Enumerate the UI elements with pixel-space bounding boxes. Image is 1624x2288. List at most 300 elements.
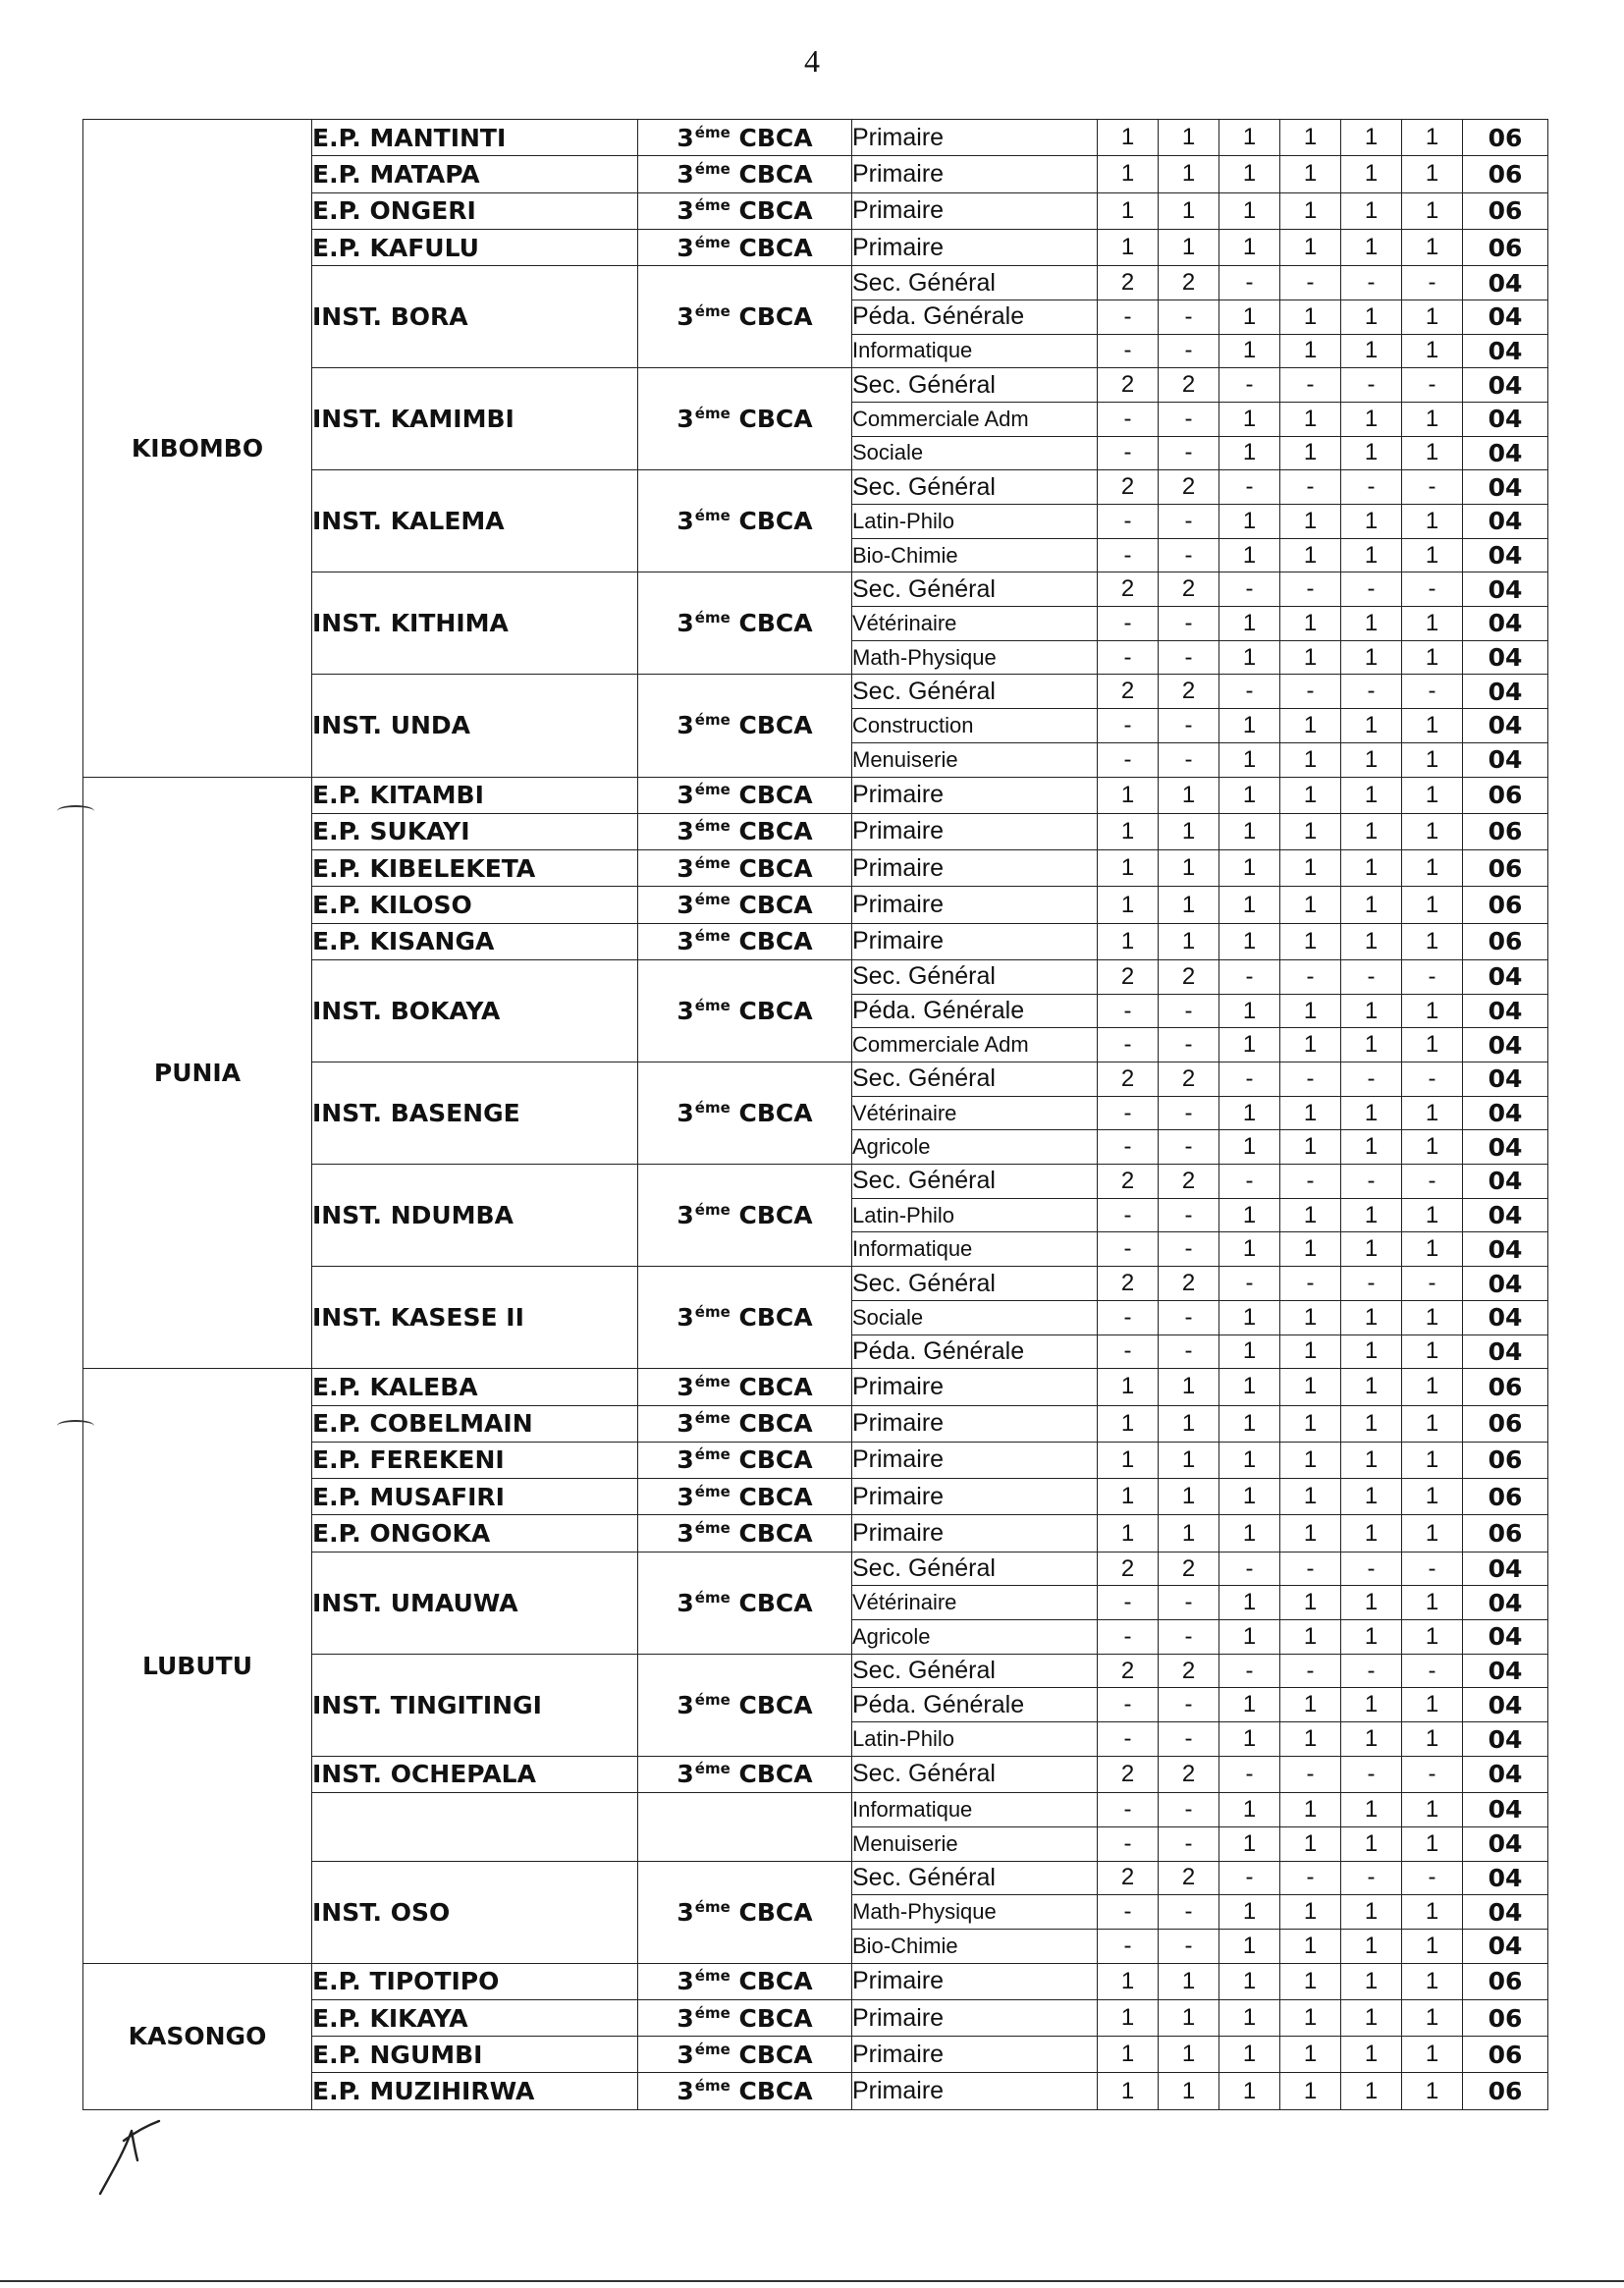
class-count: 1 (1219, 1688, 1280, 1722)
class-count: 1 (1402, 1586, 1463, 1620)
district-name: KASONGO (83, 1963, 312, 2109)
section-name: Sec. Général (852, 1861, 1098, 1895)
school-organisation (638, 572, 852, 675)
org-number: 3 (677, 1519, 694, 1549)
row-total: 04 (1463, 572, 1548, 607)
school-name: E.P. ONGERI (312, 192, 638, 229)
org-ordinal-suffix: éme (694, 1445, 731, 1464)
class-count: - (1402, 470, 1463, 505)
school-name: E.P. KIBELEKETA (312, 850, 638, 887)
roster-body (83, 120, 1548, 2110)
org-ordinal-suffix: éme (694, 507, 731, 525)
section-name: Menuiserie (852, 1826, 1098, 1861)
class-count: - (1098, 742, 1159, 777)
org-name: CBCA (738, 1760, 813, 1789)
class-count: - (1341, 1062, 1402, 1097)
class-count: 1 (1280, 1895, 1341, 1930)
row-total: 06 (1463, 850, 1548, 887)
class-count: 1 (1280, 1300, 1341, 1335)
org-number: 3 (677, 405, 694, 434)
row-total: 04 (1463, 1096, 1548, 1130)
class-count: 1 (1219, 850, 1280, 887)
class-count: 1 (1280, 156, 1341, 192)
class-count: - (1098, 1232, 1159, 1267)
row-total: 04 (1463, 1793, 1548, 1827)
class-count: 1 (1219, 1442, 1280, 1478)
class-count: 1 (1098, 2073, 1159, 2109)
class-count: 1 (1219, 1369, 1280, 1405)
org-ordinal-suffix: éme (694, 2077, 731, 2096)
row-total: 04 (1463, 959, 1548, 994)
class-count: 1 (1098, 887, 1159, 923)
class-count: - (1098, 505, 1159, 539)
class-count: 1 (1402, 2037, 1463, 2073)
school-organisation (638, 1793, 852, 1861)
class-count: 1 (1402, 1130, 1463, 1165)
org-ordinal-suffix: éme (694, 891, 731, 909)
class-count: 1 (1341, 1198, 1402, 1232)
class-count: 1 (1280, 1963, 1341, 1999)
table-row (83, 1963, 1548, 1999)
class-count: - (1219, 1165, 1280, 1199)
section-name: Math-Physique (852, 1895, 1098, 1930)
class-count: - (1098, 1198, 1159, 1232)
class-count: 1 (1159, 120, 1219, 156)
class-count: 1 (1159, 1405, 1219, 1442)
class-count: 1 (1402, 1479, 1463, 1515)
org-name: CBCA (738, 1690, 813, 1719)
org-ordinal-suffix: éme (694, 1303, 731, 1322)
class-count: - (1159, 1335, 1219, 1369)
org-ordinal-suffix: éme (694, 609, 731, 627)
class-count: - (1280, 470, 1341, 505)
class-count: 2 (1098, 1756, 1159, 1792)
school-name: E.P. KILOSO (312, 887, 638, 923)
class-count: 1 (1341, 1999, 1402, 2036)
class-count: - (1341, 1267, 1402, 1301)
row-total: 04 (1463, 1895, 1548, 1930)
class-count: - (1341, 368, 1402, 403)
class-count: 1 (1219, 1515, 1280, 1552)
class-count: 1 (1341, 505, 1402, 539)
class-count: 1 (1280, 2073, 1341, 2109)
row-total: 06 (1463, 923, 1548, 959)
class-count: - (1280, 1861, 1341, 1895)
class-count: - (1219, 1062, 1280, 1097)
org-ordinal-suffix: éme (694, 1690, 731, 1709)
org-number: 3 (677, 196, 694, 226)
class-count: - (1341, 675, 1402, 709)
class-count: 1 (1280, 120, 1341, 156)
class-count: 2 (1159, 675, 1219, 709)
class-count: 1 (1280, 1999, 1341, 2036)
org-name: CBCA (738, 1445, 813, 1475)
section-name: Péda. Générale (852, 1335, 1098, 1369)
section-name: Primaire (852, 777, 1098, 813)
row-total: 06 (1463, 2037, 1548, 2073)
org-name: CBCA (738, 2040, 813, 2069)
school-name: E.P. SUKAYI (312, 813, 638, 849)
class-count: 1 (1341, 1586, 1402, 1620)
section-name: Latin-Philo (852, 1722, 1098, 1757)
class-count: 1 (1280, 1929, 1341, 1963)
class-count: 1 (1402, 1198, 1463, 1232)
class-count: 1 (1341, 640, 1402, 675)
section-name: Sec. Général (852, 1654, 1098, 1688)
class-count: 2 (1159, 470, 1219, 505)
class-count: - (1402, 1756, 1463, 1792)
school-name: INST. OSO (312, 1861, 638, 1963)
class-count: 1 (1341, 777, 1402, 813)
row-total: 06 (1463, 1999, 1548, 2036)
school-name: INST. BORA (312, 266, 638, 368)
class-count: 1 (1341, 1895, 1402, 1930)
class-count: 1 (1280, 709, 1341, 743)
class-count: 2 (1159, 1861, 1219, 1895)
school-organisation (638, 1479, 852, 1515)
org-name: CBCA (738, 891, 813, 920)
class-count: - (1402, 1861, 1463, 1895)
school-organisation (638, 120, 852, 156)
section-name: Commerciale Adm (852, 402, 1098, 436)
class-count: 1 (1219, 607, 1280, 641)
school-name: INST. NDUMBA (312, 1165, 638, 1267)
class-count: 1 (1159, 1442, 1219, 1478)
org-number: 3 (677, 159, 694, 189)
class-count: - (1159, 1586, 1219, 1620)
class-count: - (1098, 607, 1159, 641)
class-count: 2 (1098, 959, 1159, 994)
class-count: - (1098, 1826, 1159, 1861)
class-count: 1 (1159, 1369, 1219, 1405)
class-count: 1 (1280, 1515, 1341, 1552)
class-count: 1 (1341, 607, 1402, 641)
org-name: CBCA (738, 609, 813, 638)
class-count: 2 (1098, 1165, 1159, 1199)
class-count: - (1280, 1552, 1341, 1586)
school-organisation (638, 1515, 852, 1552)
section-name: Primaire (852, 2073, 1098, 2109)
class-count: 1 (1341, 192, 1402, 229)
district-name: LUBUTU (83, 1369, 312, 1963)
class-count: - (1341, 959, 1402, 994)
class-count: 1 (1159, 192, 1219, 229)
class-count: 2 (1098, 1267, 1159, 1301)
section-name: Primaire (852, 2037, 1098, 2073)
class-count: 1 (1402, 1369, 1463, 1405)
school-name: INST. KASESE II (312, 1267, 638, 1369)
table-row (83, 120, 1548, 156)
class-count: - (1280, 1756, 1341, 1792)
class-count: 1 (1159, 2073, 1219, 2109)
org-ordinal-suffix: éme (694, 196, 731, 215)
class-count: - (1219, 959, 1280, 994)
class-count: 1 (1402, 1096, 1463, 1130)
org-name: CBCA (738, 711, 813, 740)
section-name: Primaire (852, 813, 1098, 849)
row-total: 04 (1463, 1062, 1548, 1097)
org-number: 3 (677, 1201, 694, 1230)
org-ordinal-suffix: éme (694, 2040, 731, 2058)
class-count: 1 (1219, 1620, 1280, 1655)
class-count: - (1341, 1654, 1402, 1688)
row-total: 06 (1463, 156, 1548, 192)
class-count: 1 (1219, 1198, 1280, 1232)
section-name: Commerciale Adm (852, 1028, 1098, 1062)
org-ordinal-suffix: éme (694, 927, 731, 946)
section-name: Primaire (852, 1479, 1098, 1515)
class-count: 1 (1402, 1826, 1463, 1861)
org-name: CBCA (738, 927, 813, 956)
org-ordinal-suffix: éme (694, 817, 731, 836)
class-count: - (1341, 1552, 1402, 1586)
class-count: 1 (1280, 2037, 1341, 2073)
class-count: - (1219, 675, 1280, 709)
class-count: 1 (1219, 813, 1280, 849)
handwritten-initials (94, 2119, 163, 2196)
class-count: - (1159, 402, 1219, 436)
class-count: 1 (1098, 120, 1159, 156)
page-number: 4 (804, 43, 820, 79)
class-count: 1 (1280, 1688, 1341, 1722)
class-count: 1 (1280, 640, 1341, 675)
school-organisation (638, 229, 852, 265)
school-organisation (638, 1963, 852, 1999)
school-organisation (638, 2073, 852, 2109)
row-total: 04 (1463, 1929, 1548, 1963)
row-total: 04 (1463, 538, 1548, 572)
org-ordinal-suffix: éme (694, 1588, 731, 1607)
class-count: 1 (1402, 1929, 1463, 1963)
section-name: Informatique (852, 1232, 1098, 1267)
class-count: 1 (1280, 1028, 1341, 1062)
class-count: 1 (1280, 1198, 1341, 1232)
school-name: INST. TINGITINGI (312, 1654, 638, 1756)
class-count: 1 (1098, 777, 1159, 813)
row-total: 04 (1463, 1232, 1548, 1267)
school-organisation (638, 1369, 852, 1405)
row-total: 04 (1463, 334, 1548, 368)
class-count: 2 (1159, 959, 1219, 994)
org-ordinal-suffix: éme (694, 1897, 731, 1916)
org-ordinal-suffix: éme (694, 853, 731, 872)
org-ordinal-suffix: éme (694, 1099, 731, 1117)
class-count: 1 (1219, 742, 1280, 777)
class-count: 1 (1098, 156, 1159, 192)
class-count: 1 (1280, 192, 1341, 229)
school-name: E.P. FEREKENI (312, 1442, 638, 1478)
class-count: - (1341, 1861, 1402, 1895)
class-count: 1 (1280, 402, 1341, 436)
class-count: - (1402, 1062, 1463, 1097)
class-count: 1 (1341, 1479, 1402, 1515)
row-total: 04 (1463, 1688, 1548, 1722)
class-count: 1 (1159, 229, 1219, 265)
class-count: - (1402, 1654, 1463, 1688)
class-count: 1 (1341, 1442, 1402, 1478)
class-count: 1 (1402, 709, 1463, 743)
class-count: - (1159, 1793, 1219, 1827)
row-total: 04 (1463, 1826, 1548, 1861)
org-number: 3 (677, 1372, 694, 1401)
class-count: 1 (1280, 1369, 1341, 1405)
class-count: - (1341, 470, 1402, 505)
class-count: - (1159, 1130, 1219, 1165)
org-name: CBCA (738, 405, 813, 434)
class-count: 1 (1402, 300, 1463, 334)
class-count: 1 (1280, 229, 1341, 265)
class-count: - (1159, 1300, 1219, 1335)
row-total: 04 (1463, 1586, 1548, 1620)
section-name: Primaire (852, 192, 1098, 229)
school-organisation (638, 266, 852, 368)
section-name: Sec. Général (852, 675, 1098, 709)
class-count: - (1098, 1130, 1159, 1165)
section-name: Sec. Général (852, 959, 1098, 994)
class-count: - (1098, 1300, 1159, 1335)
class-count: 1 (1219, 1232, 1280, 1267)
class-count: 1 (1098, 2037, 1159, 2073)
class-count: 1 (1402, 813, 1463, 849)
class-count: - (1098, 300, 1159, 334)
section-name: Agricole (852, 1130, 1098, 1165)
class-count: 1 (1098, 1999, 1159, 2036)
org-name: CBCA (738, 1519, 813, 1549)
class-count: - (1159, 1096, 1219, 1130)
class-count: 1 (1219, 1929, 1280, 1963)
section-name: Péda. Générale (852, 300, 1098, 334)
school-organisation (638, 1654, 852, 1756)
class-count: 1 (1098, 192, 1159, 229)
class-count: 1 (1341, 1620, 1402, 1655)
class-count: 1 (1280, 1130, 1341, 1165)
class-count: 1 (1219, 640, 1280, 675)
school-organisation (638, 2037, 852, 2073)
class-count: - (1159, 538, 1219, 572)
section-name: Primaire (852, 1999, 1098, 2036)
class-count: 1 (1159, 1479, 1219, 1515)
class-count: 2 (1159, 1756, 1219, 1792)
row-total: 04 (1463, 1267, 1548, 1301)
org-ordinal-suffix: éme (694, 1519, 731, 1538)
school-organisation (638, 156, 852, 192)
class-count: 1 (1341, 2073, 1402, 2109)
class-count: - (1159, 1929, 1219, 1963)
org-name: CBCA (738, 1303, 813, 1333)
org-name: CBCA (738, 1099, 813, 1128)
section-name: Latin-Philo (852, 505, 1098, 539)
class-count: 1 (1219, 1722, 1280, 1757)
section-name: Sec. Général (852, 470, 1098, 505)
class-count: 1 (1280, 300, 1341, 334)
row-total: 04 (1463, 436, 1548, 470)
class-count: 1 (1402, 192, 1463, 229)
school-organisation (638, 470, 852, 572)
class-count: 1 (1219, 777, 1280, 813)
class-count: 1 (1219, 2037, 1280, 2073)
class-count: 1 (1280, 994, 1341, 1028)
class-count: 1 (1402, 607, 1463, 641)
class-count: 1 (1219, 1028, 1280, 1062)
class-count: 1 (1341, 1963, 1402, 1999)
class-count: - (1219, 1756, 1280, 1792)
class-count: 1 (1159, 1963, 1219, 1999)
school-name: E.P. COBELMAIN (312, 1405, 638, 1442)
class-count: 1 (1341, 709, 1402, 743)
org-ordinal-suffix: éme (694, 997, 731, 1015)
class-count: - (1098, 1688, 1159, 1722)
row-total: 06 (1463, 1442, 1548, 1478)
section-name: Primaire (852, 1963, 1098, 1999)
class-count: 1 (1341, 923, 1402, 959)
class-count: 1 (1402, 887, 1463, 923)
school-organisation (638, 850, 852, 887)
class-count: 1 (1341, 994, 1402, 1028)
class-count: - (1341, 1165, 1402, 1199)
class-count: 1 (1280, 742, 1341, 777)
class-count: 1 (1159, 813, 1219, 849)
class-count: 1 (1219, 709, 1280, 743)
row-total: 04 (1463, 1756, 1548, 1792)
row-total: 06 (1463, 229, 1548, 265)
row-total: 04 (1463, 742, 1548, 777)
org-number: 3 (677, 781, 694, 810)
class-count: 1 (1402, 1232, 1463, 1267)
class-count: 1 (1402, 402, 1463, 436)
class-count: 1 (1341, 1028, 1402, 1062)
class-count: 1 (1098, 850, 1159, 887)
class-count: - (1159, 709, 1219, 743)
class-count: - (1402, 1552, 1463, 1586)
class-count: 1 (1280, 923, 1341, 959)
class-count: 1 (1219, 1793, 1280, 1827)
class-count: 1 (1341, 1722, 1402, 1757)
class-count: - (1341, 266, 1402, 300)
section-name: Bio-Chimie (852, 538, 1098, 572)
row-total: 04 (1463, 1620, 1548, 1655)
class-count: - (1280, 1267, 1341, 1301)
class-count: - (1098, 1028, 1159, 1062)
class-count: 1 (1280, 334, 1341, 368)
class-count: 1 (1219, 923, 1280, 959)
row-total: 04 (1463, 300, 1548, 334)
org-number: 3 (677, 609, 694, 638)
class-count: - (1159, 640, 1219, 675)
class-count: 1 (1402, 1999, 1463, 2036)
section-name: Vétérinaire (852, 1586, 1098, 1620)
class-count: 1 (1402, 1688, 1463, 1722)
school-organisation (638, 1756, 852, 1792)
org-name: CBCA (738, 1482, 813, 1511)
school-name: E.P. KISANGA (312, 923, 638, 959)
class-count: 1 (1341, 300, 1402, 334)
class-count: 1 (1219, 156, 1280, 192)
class-count: - (1402, 959, 1463, 994)
class-count: 1 (1402, 334, 1463, 368)
class-count: - (1219, 1267, 1280, 1301)
school-name: INST. UMAUWA (312, 1552, 638, 1654)
org-ordinal-suffix: éme (694, 1201, 731, 1220)
class-count: 1 (1341, 229, 1402, 265)
district-name: PUNIA (83, 777, 312, 1369)
section-name: Sec. Général (852, 266, 1098, 300)
class-count: 1 (1341, 538, 1402, 572)
school-organisation (638, 1062, 852, 1165)
school-name: E.P. MATAPA (312, 156, 638, 192)
class-count: 1 (1341, 1405, 1402, 1442)
class-count: - (1098, 1096, 1159, 1130)
class-count: 1 (1280, 538, 1341, 572)
